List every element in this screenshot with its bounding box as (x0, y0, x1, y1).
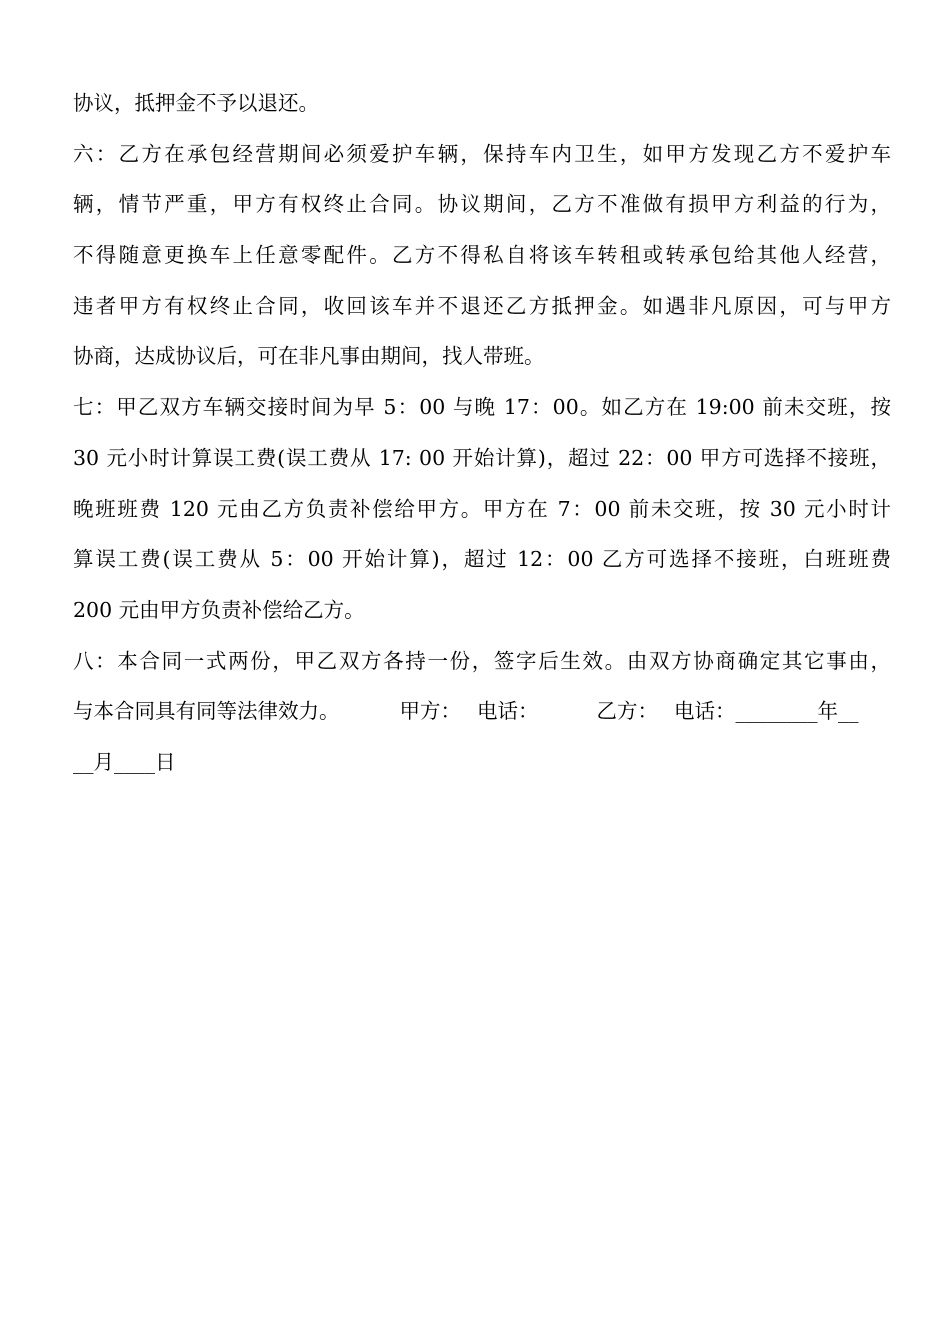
date-line: __月____日 (73, 749, 176, 774)
date-year-blank: ________年__ (735, 699, 859, 724)
text-line-1: 协议，抵押金不予以退还。 (73, 91, 319, 115)
text-line-11: 200 元由甲方负责补偿给乙方。 (73, 597, 365, 622)
text-line-10: 算误工费(误工费从 5：00 开始计算)，超过 12：00 乙方可选择不接班，白班班费 (73, 547, 891, 572)
party-b-label: 乙方： (596, 699, 658, 724)
text-line-4: 不得随意更换车上任意零配件。乙方不得私自将该车转租或转承包给其他人经营， (73, 243, 891, 268)
text-line-7: 七：甲乙双方车辆交接时间为早 5：00 与晚 17：00。如乙方在 19:00 前未交班，按 (73, 395, 891, 420)
text-line-9: 晚班班费 120 元由乙方负责补偿给甲方。甲方在 7：00 前未交班，按 30 元小时计 (73, 496, 891, 521)
phone-b-label: 电话： (674, 699, 736, 724)
signature-line (73, 686, 891, 737)
text-line-6: 协商，达成协议后，可在非凡事由期间，找人带班。 (73, 344, 545, 369)
text-line-2: 六：乙方在承包经营期间必须爱护车辆，保持车内卫生，如甲方发现乙方不爱护车 (73, 141, 891, 166)
text-line-8: 30 元小时计算误工费(误工费从 17: 00 开始计算)，超过 22：00 甲方可选择不接班， (73, 445, 891, 470)
phone-a-label: 电话： (477, 699, 539, 724)
text-line-5: 违者甲方有权终止合同，收回该车并不退还乙方抵押金。如遇非凡原因，可与甲方 (73, 293, 891, 318)
text-line-12: 八：本合同一式两份，甲乙双方各持一份，签字后生效。由双方协商确定其它事由， (73, 648, 891, 673)
party-a-label: 甲方： (399, 699, 461, 724)
text-line-3: 辆，情节严重，甲方有权终止合同。协议期间，乙方不准做有损甲方利益的行为， (73, 192, 891, 217)
clause-text: 与本合同具有同等法律效力。 (73, 699, 340, 724)
document-page (73, 78, 891, 788)
